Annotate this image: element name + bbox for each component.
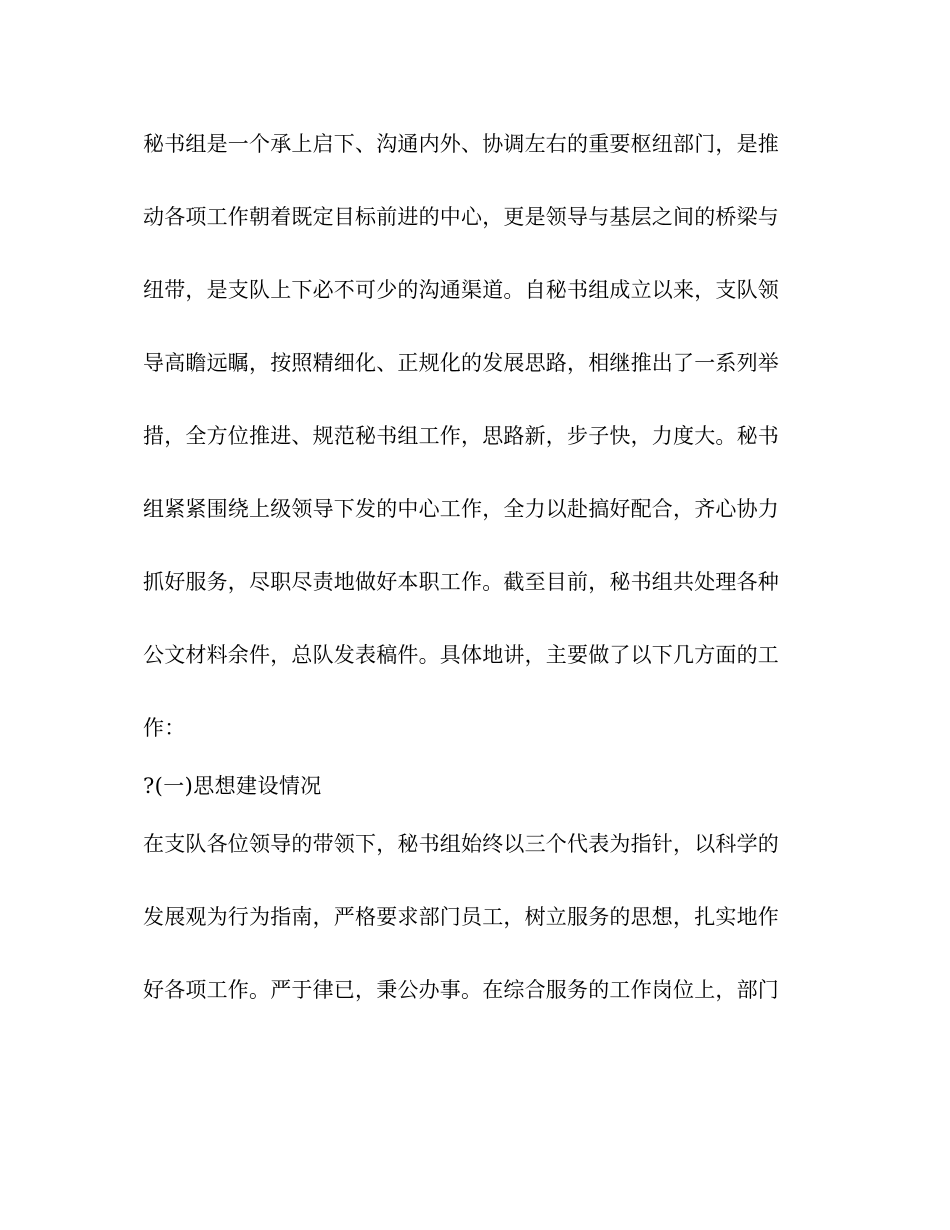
section-heading: ?(一)思想建设情况 <box>143 774 322 798</box>
paragraph-line: 发展观为行为指南，严格要求部门员工，树立服务的思想，扎实地作 <box>143 905 779 929</box>
paragraph-line: 作： <box>143 716 186 740</box>
paragraph-line: 动各项工作朝着既定目标前进的中心，更是领导与基层之间的桥梁与 <box>143 205 779 229</box>
paragraph-line: 纽带，是支队上下必不可少的沟通渠道。自秘书组成立以来，支队领 <box>143 278 779 302</box>
paragraph-line: 导高瞻远瞩，按照精细化、正规化的发展思路，相继推出了一系列举 <box>143 351 779 375</box>
paragraph-line: 好各项工作。严于律已，秉公办事。在综合服务的工作岗位上，部门 <box>143 978 779 1002</box>
paragraph-line: 公文材料余件，总队发表稿件。具体地讲，主要做了以下几方面的工 <box>143 643 779 667</box>
paragraph-line: 组紧紧围绕上级领导下发的中心工作，全力以赴搞好配合，齐心协力 <box>143 497 779 521</box>
paragraph-line: 在支队各位领导的带领下，秘书组始终以三个代表为指针，以科学的 <box>143 832 779 856</box>
paragraph-line: 抓好服务，尽职尽责地做好本职工作。截至目前，秘书组共处理各种 <box>143 570 779 594</box>
paragraph-line: 秘书组是一个承上启下、沟通内外、协调左右的重要枢纽部门，是推 <box>143 132 779 156</box>
paragraph-line: 措，全方位推进、规范秘书组工作，思路新，步子快，力度大。秘书 <box>143 424 779 448</box>
